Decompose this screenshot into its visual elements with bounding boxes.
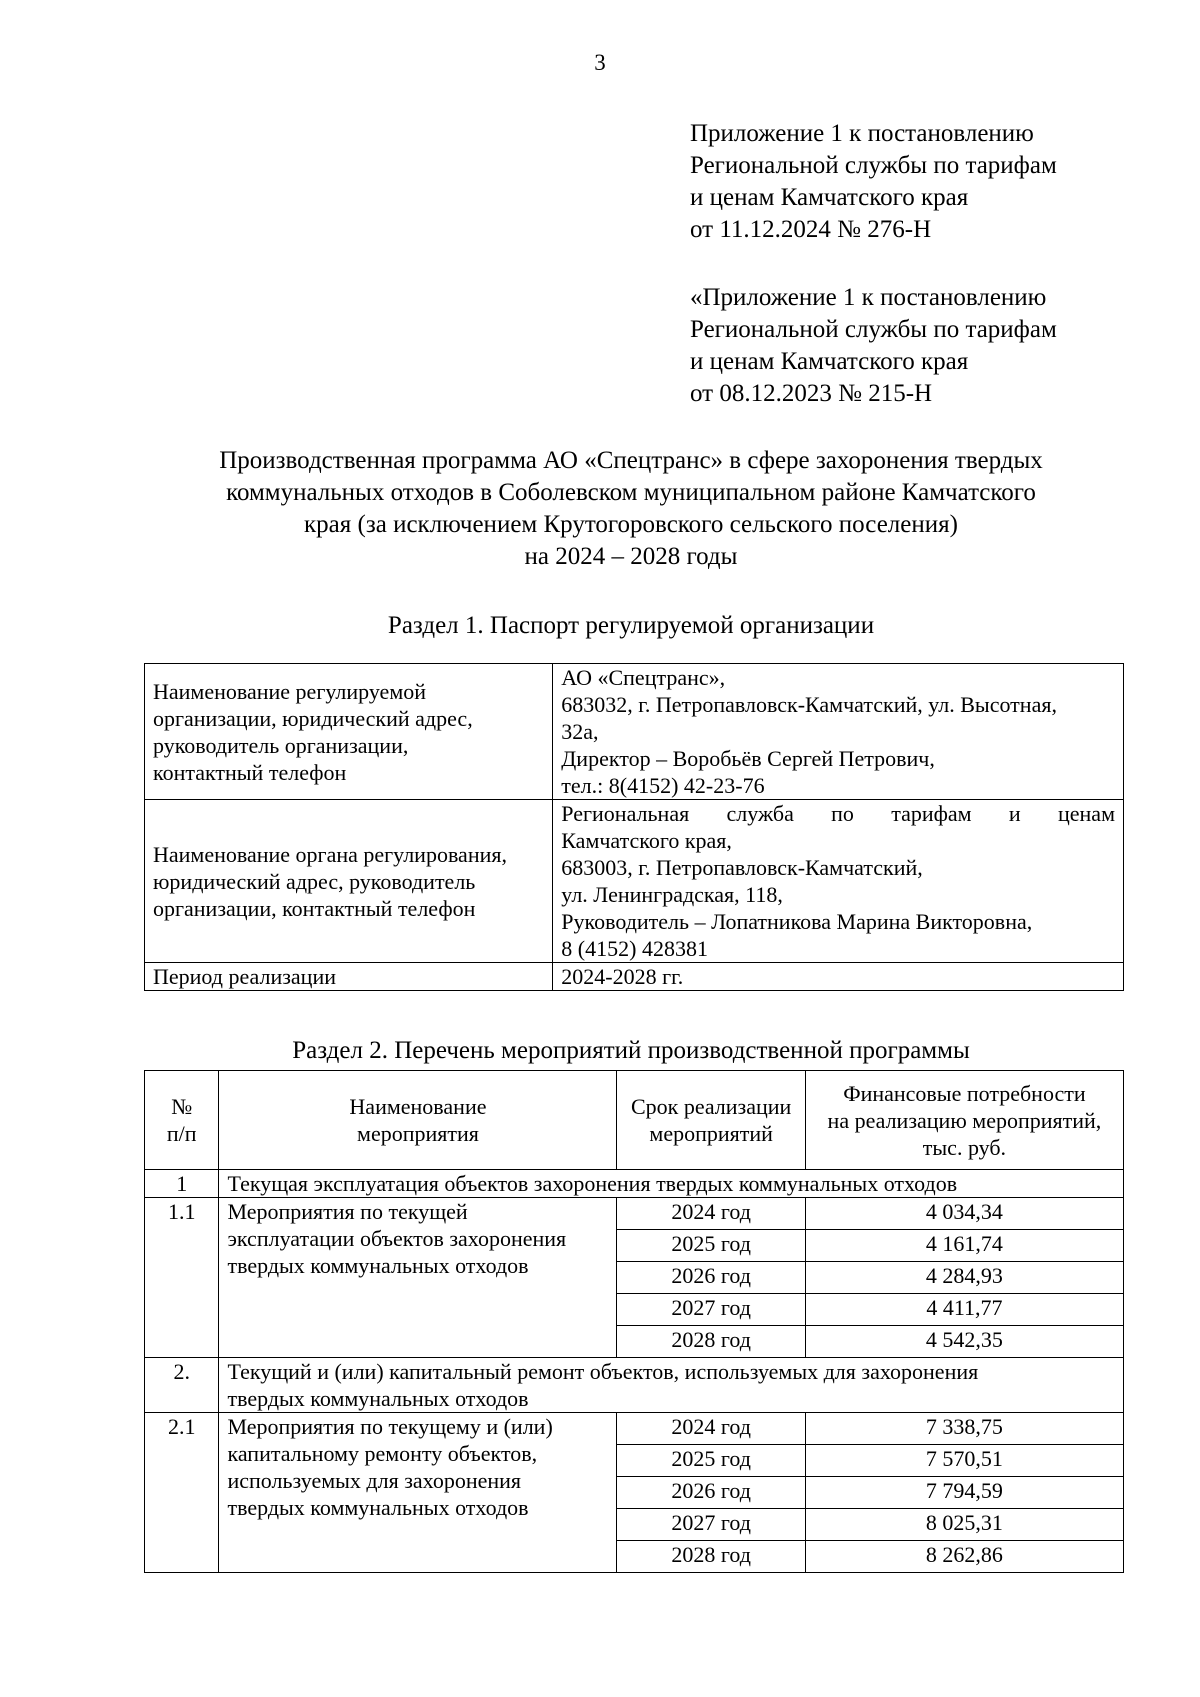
item-name — [219, 1413, 617, 1573]
appendix-line: Региональной службы по тарифам — [690, 316, 1057, 343]
section2-title: Раздел 2. Перечень мероприятий производственной программы — [292, 1037, 970, 1064]
passport-label — [145, 800, 553, 963]
header-finance — [805, 1071, 1123, 1170]
value-line: Руководитель – Лопатникова Марина Викторовна, — [561, 909, 1033, 934]
year-cell: 2028 год — [617, 1541, 805, 1573]
passport-value — [553, 664, 1124, 800]
group-title-line: твердых коммунальных отходов — [227, 1386, 529, 1411]
table-row — [145, 1198, 1124, 1230]
label-line: юридический адрес, руководитель — [153, 868, 476, 894]
header-line: на реализацию мероприятий, — [827, 1107, 1102, 1133]
header-line: Финансовые потребности — [843, 1080, 1086, 1106]
value-cell: 7 570,51 — [805, 1445, 1123, 1477]
appendix-current — [690, 118, 1057, 246]
header-line: мероприятий — [649, 1121, 773, 1146]
document-title — [0, 445, 1200, 573]
year-cell: 2025 год — [617, 1230, 805, 1262]
header-period — [617, 1071, 805, 1170]
value-line: Камчатского края, — [561, 828, 732, 853]
group-num: 2. — [145, 1358, 219, 1413]
year-cell: 2024 год — [617, 1413, 805, 1445]
item-name-line: Мероприятия по текущей — [227, 1199, 468, 1224]
value-line: Региональная служба по тарифам и ценам — [561, 801, 1115, 826]
value-line: Директор – Воробьёв Сергей Петрович, — [561, 746, 935, 771]
item-name-line: твердых коммунальных отходов — [227, 1495, 529, 1520]
header-line: № — [171, 1094, 193, 1119]
label-line: Наименование органа регулирования, — [153, 841, 507, 867]
value-line: 32а, — [561, 719, 599, 744]
value-line: 8 (4152) 428381 — [561, 936, 708, 961]
appendix-line: Приложение 1 к постановлению — [690, 120, 1034, 147]
title-line: коммунальных отходов в Соболевском муниципальном районе Камчатского — [226, 479, 1036, 506]
value-line: АО «Спецтранс», — [561, 665, 726, 690]
year-cell: 2027 год — [617, 1509, 805, 1541]
appendix-line: и ценам Камчатского края — [690, 348, 969, 375]
label-line: организации, юридический адрес, — [153, 705, 473, 731]
header-name — [219, 1071, 617, 1170]
item-num: 1.1 — [145, 1198, 219, 1358]
group-row — [145, 1358, 1124, 1413]
group-title — [219, 1170, 1124, 1198]
table-row — [145, 664, 1124, 800]
title-line: на 2024 – 2028 годы — [524, 543, 738, 570]
group-title-line: Текущая эксплуатация объектов захоронения твердых коммунальных отходов — [227, 1171, 958, 1196]
label-line: руководитель организации, — [153, 732, 409, 758]
appendix-line: от 11.12.2024 № 276-Н — [690, 216, 932, 243]
value-cell: 4 161,74 — [805, 1230, 1123, 1262]
table-row — [145, 800, 1124, 963]
title-line: края (за исключением Крутогоровского сельского поселения) — [304, 511, 958, 538]
page-number: 3 — [594, 50, 606, 75]
item-num: 2.1 — [145, 1413, 219, 1573]
header-line: мероприятия — [357, 1121, 479, 1146]
header-line: Наименование — [349, 1094, 487, 1119]
item-name-line: Мероприятия по текущему и (или) — [227, 1414, 553, 1439]
passport-label — [145, 963, 553, 991]
year-cell: 2024 год — [617, 1198, 805, 1230]
group-num: 1 — [145, 1170, 219, 1198]
value-cell: 7 794,59 — [805, 1477, 1123, 1509]
title-line: Производственная программа АО «Спецтранс» в сфере захоронения твердых — [219, 447, 1043, 474]
value-cell: 4 284,93 — [805, 1262, 1123, 1294]
header-line: п/п — [166, 1121, 197, 1146]
value-line: 683003, г. Петропавловск-Камчатский, — [561, 855, 923, 880]
label-line: Период реализации — [153, 964, 337, 989]
appendix-line: от 08.12.2023 № 215-Н — [690, 380, 933, 407]
passport-table — [144, 663, 1124, 991]
item-name-line: твердых коммунальных отходов — [227, 1253, 529, 1278]
item-name-line: капитальному ремонту объектов, — [227, 1441, 538, 1466]
year-cell: 2028 год — [617, 1326, 805, 1358]
header-line: Срок реализации — [630, 1094, 792, 1119]
value-cell: 4 034,34 — [805, 1198, 1123, 1230]
year-cell: 2026 год — [617, 1477, 805, 1509]
value-line: ул. Ленинградская, 118, — [561, 882, 783, 907]
group-row — [145, 1170, 1124, 1198]
header-num — [145, 1071, 219, 1170]
passport-label — [145, 664, 553, 800]
passport-value — [553, 800, 1124, 963]
year-cell: 2027 год — [617, 1294, 805, 1326]
label-line: Наименование регулируемой — [153, 678, 427, 704]
table-header-row — [145, 1071, 1124, 1170]
value-line: 2024-2028 гг. — [561, 964, 684, 989]
appendix-previous — [690, 282, 1057, 410]
value-line: 683032, г. Петропавловск-Камчатский, ул. Высотная, — [561, 692, 1057, 717]
passport-value — [553, 963, 1124, 991]
section1-title: Раздел 1. Паспорт регулируемой организации — [387, 612, 875, 639]
appendix-line: Региональной службы по тарифам — [690, 152, 1057, 179]
group-title — [219, 1358, 1124, 1413]
year-cell: 2025 год — [617, 1445, 805, 1477]
value-line: тел.: 8(4152) 42-23-76 — [561, 773, 765, 798]
item-name-line: используемых для захоронения — [227, 1468, 522, 1493]
value-cell: 4 411,77 — [805, 1294, 1123, 1326]
label-line: контактный телефон — [153, 759, 347, 785]
measures-table — [144, 1070, 1124, 1573]
label-line: организации, контактный телефон — [153, 895, 476, 921]
value-cell: 8 262,86 — [805, 1541, 1123, 1573]
table-row — [145, 1413, 1124, 1445]
table-row — [145, 963, 1124, 991]
appendix-line: и ценам Камчатского края — [690, 184, 969, 211]
value-cell: 7 338,75 — [805, 1413, 1123, 1445]
item-name-line: эксплуатации объектов захоронения — [227, 1226, 567, 1251]
value-cell: 8 025,31 — [805, 1509, 1123, 1541]
header-line: тыс. руб. — [922, 1134, 1007, 1160]
value-cell: 4 542,35 — [805, 1326, 1123, 1358]
appendix-line: «Приложение 1 к постановлению — [690, 284, 1047, 311]
year-cell: 2026 год — [617, 1262, 805, 1294]
item-name — [219, 1198, 617, 1358]
group-title-line: Текущий и (или) капитальный ремонт объектов, используемых для захоронения — [227, 1359, 979, 1384]
